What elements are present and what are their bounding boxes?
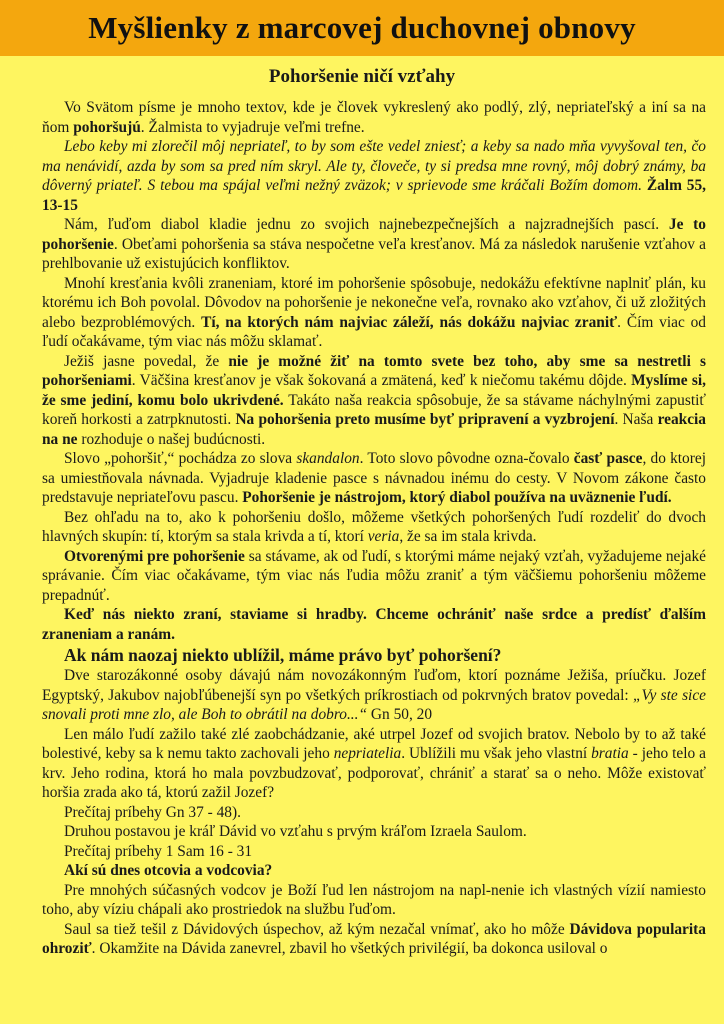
paragraph: Mnohí kresťania kvôli zraneniam, ktoré im pohoršenie spôsobuje, nedokážu efektívne naplniť plán, ku ktorému ich Boh povolal. Dôvodov na pohoršenie je nekonečne veľa, rovnako ako vzťahov, či už zložitých alebo bezproblémových. Tí, na ktorých nám najviac záleží, nás dokážu najviac zraniť. Čím viac od ľudí očakávame, tým viac nás môžu sklamať. [42,274,706,350]
paragraph: Dve starozákonné osoby dávajú nám novozákonným ľuďom, ktorí poznáme Ježiša, príučku. Jozef Egyptský, Jakubov najobľúbenejší syn po všetkých príkrostiach od pokrvných bratov povedal: „Vy ste sice snovali proti mne zlo, ale Boh to obrátil na dobro...“ Gn 50, 20 [42,667,706,723]
section-2 [42,666,706,861]
header-banner [0,0,724,56]
paragraph: Otvorenými pre pohoršenie sa stávame, ak od ľudí, s ktorými máme nejaký vzťah, vyžadujeme nejaké správanie. Čím viac očakávame, tým viac nás ľudia môžu zraniť a tým väčšiemu pohoršeniu môžeme prepadnúť. [42,547,706,604]
paragraph: Druhou postavou je kráľ Dávid vo vzťahu s prvým kráľom Izraela Saulom. [64,823,527,840]
paragraph: Saul sa tiež tešil z Dávidových úspechov, až kým nezačal vnímať, ako ho môže Dávidova popularita ohroziť. Okamžite na Dávida zanevrel, zbavil ho všetkých privilégií, ba dokonca usiloval o [42,920,706,957]
section-1 [42,98,706,644]
page-title: Myšlienky z marcovej duchovnej obnovy [88,10,636,45]
paragraph: Nám, ľuďom diabol kladie jednu zo svojich najnebezpečnejších a najzradnejších pascí. Je to pohoršenie. Obeťami pohoršenia sa stáva nespočetne veľa kresťanov. Má za následok narušenie vzťahov a prehlbovanie už existujúcich konfliktov. [42,216,706,272]
paragraph: Keď nás niekto zraní, staviame si hradby. Chceme ochrániť naše srdce a predísť ďalším zraneniam a ranám. [42,606,706,643]
paragraph: Vo Svätom písme je mnoho textov, kde je človek vykreslený ako podlý, zlý, nepriateľský a iní sa na ňom pohoršujú. Žalmista to vyjadruje veľmi trefne. [42,99,706,136]
paragraph: Lebo keby mi zlorečil môj nepriateľ, to by som ešte vedel zniesť; a keby sa nado mňa vyvyšoval ten, čo ma nenávidí, azda by som sa pred ním skryl. Ale ty, človeče, ty si predsa mne rovný, môj dobrý známy, ba dôverný priateľ. S tebou ma spájal veľmi nežný zväzok; v sprievode sme kráčali Božím domom. Žalm 55, 13-15 [42,138,707,214]
article-title: Pohoršenie ničí vzťahy [268,66,456,87]
sub-heading: Akí sú dnes otcovia a vodcovia? [64,862,273,879]
section-heading: Ak nám naozaj niekto ublížil, máme právo byť pohoršení? [64,645,502,665]
paragraph: Pre mnohých súčasných vodcov je Boží ľud len nástrojom na napl-nenie ich vlastných vízií namiesto toho, aby víziu chápali ako prostriedok na službu ľuďom. [42,881,706,918]
section-3 [42,881,706,959]
paragraph: Bez ohľadu na to, ako k pohoršeniu došlo, môžeme všetkých pohoršených ľudí rozdeliť do dvoch hlavných skupín: tí, ktorým sa stala krivda a tí, ktorí veria, že sa im stala krivda. [42,508,706,545]
paragraph: Slovo „pohoršiť,“ pochádza zo slova skandalon. Toto slovo pôvodne ozna-čovalo časť pasce, do ktorej sa umiestňovala návnada. Vyjadruje kladenie pasce s návnadou inému do cesty. V Novom zákone často predstavuje nepriateľovu pascu. Pohoršenie je nástrojom, ktorý diabol používa na uväznenie ľudí. [42,450,706,506]
paragraph: Prečítaj príbehy 1 Sam 16 - 31 [64,842,253,860]
paragraph: Len málo ľudí zažilo také zlé zaobchádzanie, aké utrpel Jozef od svojich bratov. Nebolo by to až také bolestivé, keby sa k nemu takto zachovali jeho nepriatelia. Ublížili mu však jeho vlastní bratia - jeho telo a krv. Jeho rodina, ktorá ho mala povzbudzovať, podporovať, chrániť a starať sa o neho. Môže existovať horšia zrada ako tá, ktorú zažil Jozef? [42,725,706,801]
paragraph: Prečítaj príbehy Gn 37 - 48). [64,803,241,821]
article-body [42,98,706,959]
paragraph: Ježiš jasne povedal, že nie je možné žiť na tomto svete bez toho, aby sme sa nestretli s pohoršeniami. Väčšina kresťanov je však šokovaná a zmätená, keď k niečomu takému dôjde. Myslíme si, že sme jediní, komu bolo ukrivdené. Takáto naša reakcia spôsobuje, že sa stávame náchylnými zapustiť koreň horkosti a zatrpknutosti. Na pohoršenia preto musíme byť pripravení a vyzbrojení. Naša reakcia na ne rozhoduje o našej budúcnosti. [42,352,707,448]
